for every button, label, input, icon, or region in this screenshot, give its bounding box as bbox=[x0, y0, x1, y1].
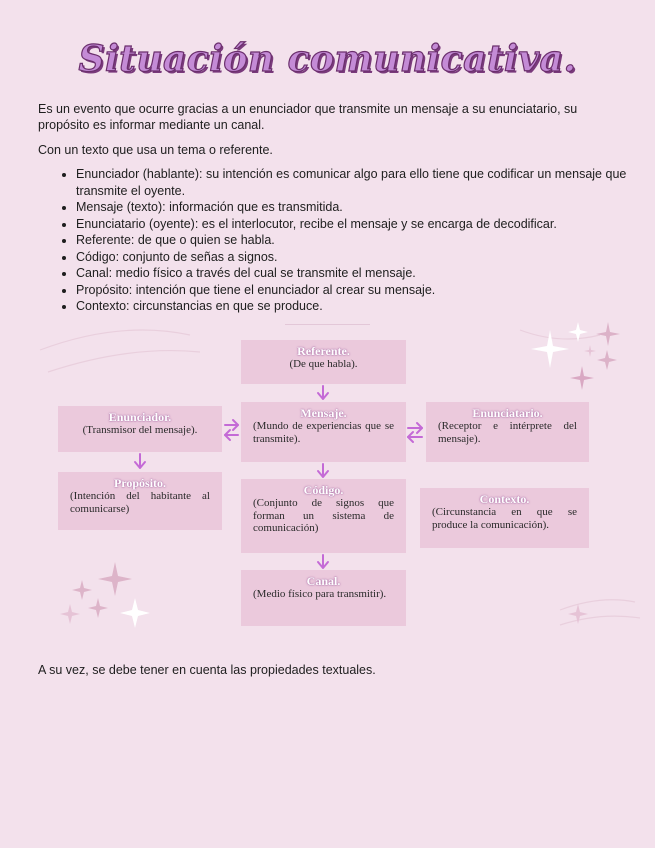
enunciador-body: (Transmisor del mensaje). bbox=[82, 424, 198, 436]
canal-body: (Medio físico para transmitir). bbox=[253, 588, 387, 600]
list-item: • Propósito: intención que tiene el enunciador al crear su mensaje. bbox=[76, 282, 655, 299]
footer-paragraph: A su vez, se debe tener en cuenta las propiedades textuales. bbox=[38, 663, 376, 677]
enunciador-title: Enunciador. bbox=[108, 410, 172, 424]
list-item: • Enunciatario (oyente): es el interlocutor, recibe el mensaje y se encarga de decodificar. bbox=[76, 216, 655, 233]
list-item: • Canal: medio físico a través del cual se transmite el mensaje. bbox=[76, 265, 655, 282]
list-item: • Código: conjunto de señas a signos. bbox=[76, 249, 655, 266]
double-arrow-icon bbox=[408, 423, 422, 442]
proposito-title: Propósito. bbox=[113, 476, 167, 490]
proposito-body: (Intención del habitante al comunicarse) bbox=[70, 490, 210, 515]
list-item: • Enunciador (hablante): su intención es comunicar algo para ello tiene que codificar un mensaje que transmite el oyente. bbox=[76, 166, 655, 199]
codigo-body: (Conjunto de signos que forman un sistema de comunicación) bbox=[253, 497, 394, 534]
list-item: • Referente: de que o quien se habla. bbox=[76, 232, 655, 249]
enunciatario-body: (Receptor e intérprete del mensaje). bbox=[438, 420, 577, 445]
page-title: Situación comunicativa. bbox=[78, 38, 577, 80]
intro-paragraph: Es un evento que ocurre gracias a un enunciador que transmite un mensaje a su enunciatario, su propósito es informar mediante un canal. bbox=[38, 102, 578, 132]
arrow-down-icon bbox=[318, 386, 328, 399]
referente-body: (De que habla). bbox=[289, 358, 358, 370]
list-item: • Mensaje (texto): información que es transmitida. bbox=[76, 199, 655, 216]
enunciatario-title: Enunciatario. bbox=[472, 406, 543, 420]
list-item: • Contexto: circunstancias en que se produce. bbox=[76, 298, 655, 315]
double-arrow-icon bbox=[225, 420, 238, 440]
canal-title: Canal. bbox=[306, 574, 341, 588]
arrow-down-icon bbox=[318, 555, 328, 568]
referente-title: Referente. bbox=[297, 344, 350, 358]
mensaje-body: (Mundo de experiencias que se transmite). bbox=[253, 420, 394, 445]
contexto-body: (Circunstancia en que se produce la comunicación). bbox=[432, 506, 577, 531]
arrow-down-icon bbox=[318, 464, 328, 477]
codigo-title: Código. bbox=[303, 483, 344, 497]
arrow-down-icon bbox=[135, 454, 145, 468]
intro-paragraph-2: Con un texto que usa un tema o referente. bbox=[38, 143, 273, 157]
contexto-title: Contexto. bbox=[479, 492, 530, 506]
mensaje-title: Mensaje. bbox=[300, 406, 347, 420]
